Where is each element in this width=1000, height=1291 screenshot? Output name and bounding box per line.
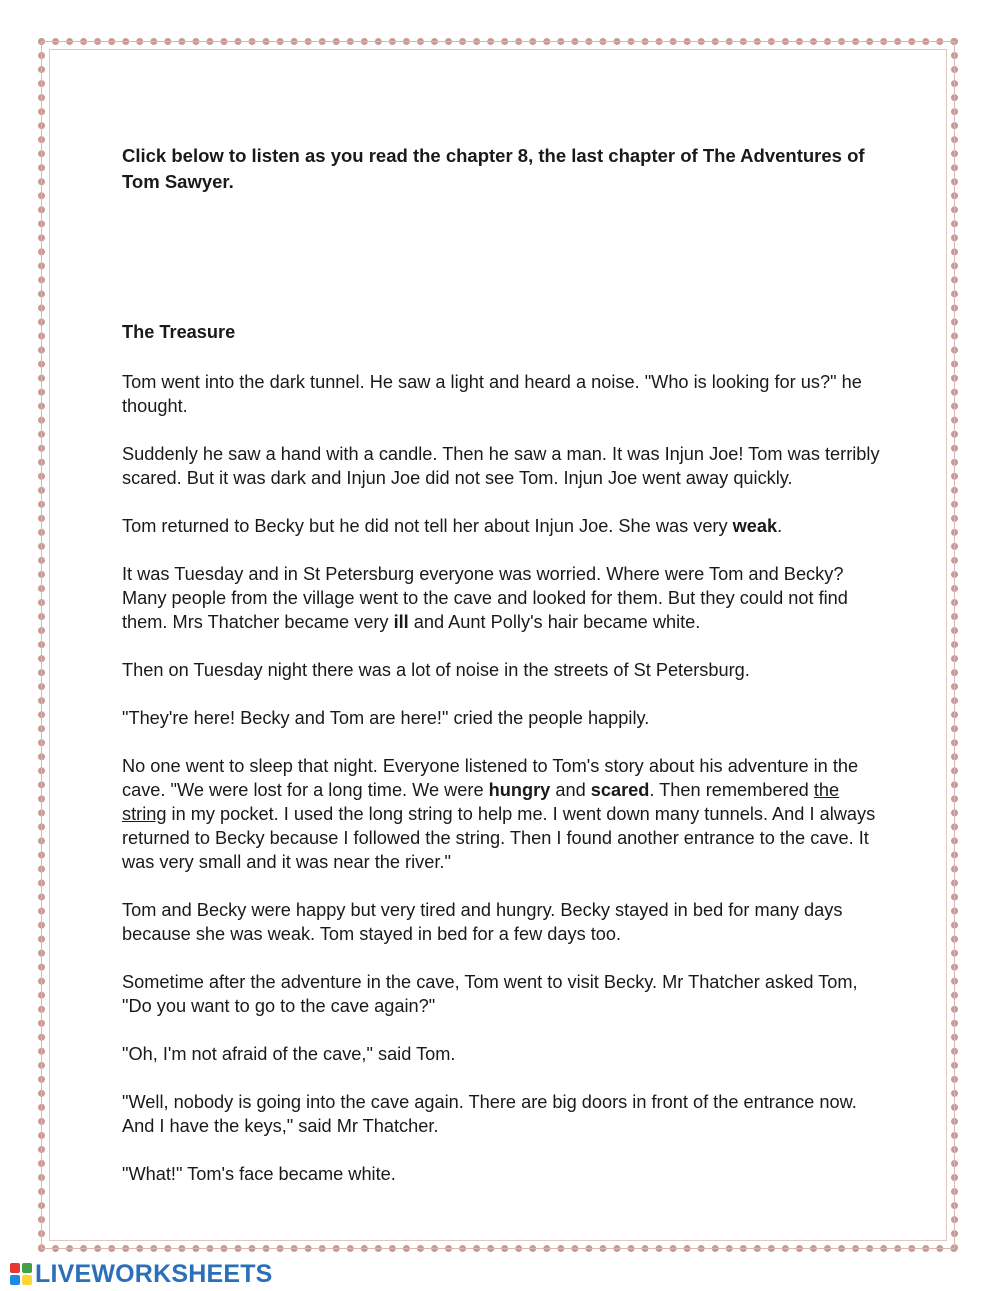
story-paragraph-5: Then on Tuesday night there was a lot of noise in the streets of St Petersburg. [122,660,750,680]
text-segment: . [777,516,783,536]
story-paragraph-10: "Oh, I'm not afraid of the cave," said Tom. [122,1044,456,1064]
vocab-word-ill: ill [393,612,409,632]
text-segment: It was Tuesday and in St Petersburg everyone was worried. Where were Tom and Becky? Many people from the village went to the cave and looked for them. But they could not find them. Mrs Thatcher became very [122,564,848,632]
liveworksheets-logo-icon [10,1263,32,1285]
vocab-word-weak: weak [732,516,778,536]
story-paragraph-7 [122,754,887,874]
story-paragraph-1: Tom went into the dark tunnel. He saw a light and heard a noise. "Who is looking for us?" he thought. [122,372,862,416]
logo-square [10,1263,20,1273]
story-paragraph-8: Tom and Becky were happy but very tired and hungry. Becky stayed in bed for many days because she was weak. Tom stayed in bed for a few days too. [122,900,843,944]
text-segment: in my pocket. I used the long string to help me. I went down many tunnels. And I always returned to Becky because I followed the string. Then I found another entrance to the cave. It was very small and it was near the river." [122,804,876,872]
story-paragraph-3 [122,514,887,538]
story-title: The Treasure [122,322,236,342]
text-segment: . Then remembered [649,780,814,800]
text-segment: Tom returned to Becky but he did not tell her about Injun Joe. She was very [122,516,733,536]
text-segment: and [550,780,591,800]
logo-square [22,1275,32,1285]
liveworksheets-footer [10,1261,273,1287]
story-paragraph-11: "Well, nobody is going into the cave again. There are big doors in front of the entrance now. And I have the keys," said Mr Thatcher. [122,1092,857,1136]
story-paragraph-12: "What!" Tom's face became white. [122,1164,396,1184]
story-paragraph-2: Suddenly he saw a hand with a candle. Then he saw a man. It was Injun Joe! Tom was terribly scared. But it was dark and Injun Joe did not see Tom. Injun Joe went away quickly. [122,444,880,488]
text-segment: No one went to sleep that night. Everyone listened to Tom's story about his adventure in the cave. "We were lost for a long time. We were [122,756,859,800]
logo-square [22,1263,32,1273]
story-paragraph-4 [122,562,887,634]
story-paragraph-9: Sometime after the adventure in the cave, Tom went to visit Becky. Mr Thatcher asked Tom, "Do you want to go to the cave again?" [122,972,858,1016]
vocab-word-hungry: hungry [488,780,551,800]
intro-instruction: Click below to listen as you read the chapter 8, the last chapter of The Adventures of Tom Sawyer. [122,145,865,192]
underlined-phrase: the string [122,780,840,824]
worksheet-content [122,143,887,1186]
text-segment: and Aunt Polly's hair became white. [408,612,701,632]
story-paragraph-6: "They're here! Becky and Tom are here!" cried the people happily. [122,708,650,728]
logo-square [10,1275,20,1285]
vocab-word-scared: scared [590,780,650,800]
brand-name: LIVEWORKSHEETS [35,1259,273,1288]
